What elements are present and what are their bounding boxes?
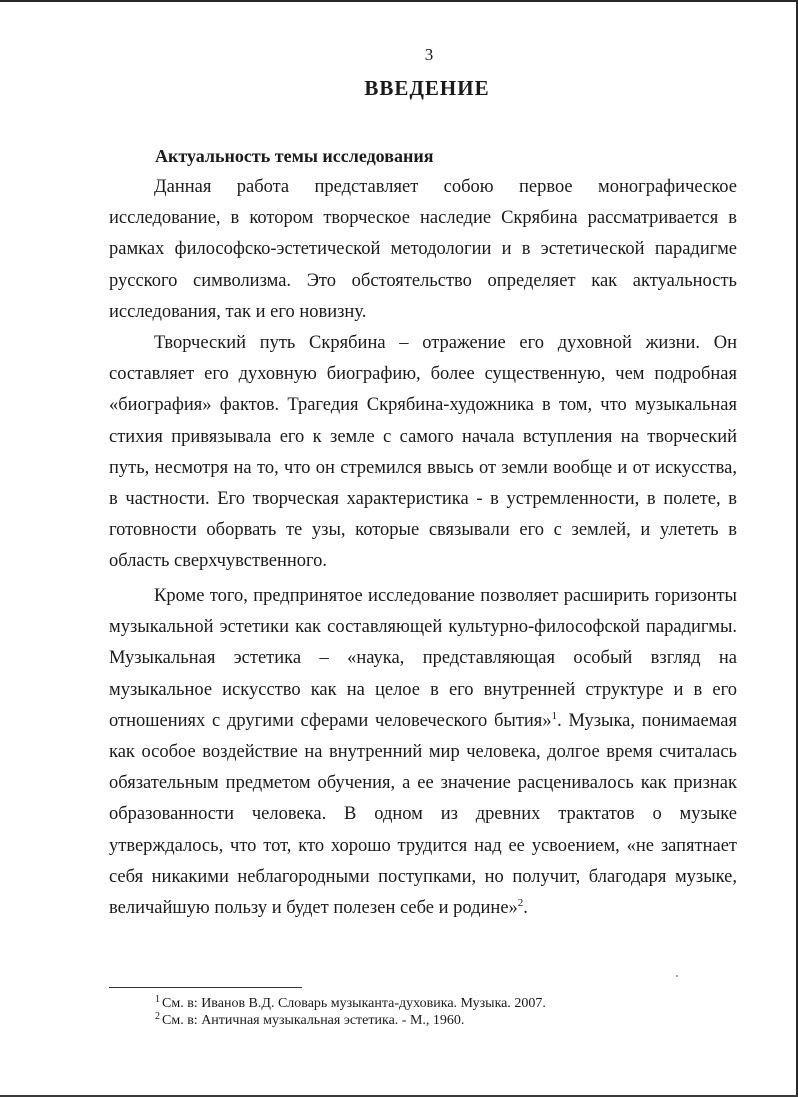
section-subheading: Актуальность темы исследования <box>155 146 434 166</box>
footnote-ref-2[interactable]: 2 <box>517 897 524 910</box>
page-title: ВВЕДЕНИЕ <box>364 76 490 100</box>
scan-speck <box>676 975 678 977</box>
paragraph-3-text-end: . <box>523 898 528 919</box>
scan-border-top <box>0 0 798 2</box>
paragraph-2: Творческий путь Скрябина – отражение его духовной жизни. Он составляет его духовную биографию, более существенную, чем подробная «биография» фактов. Трагедия Скрябина-художника в том, что музыкальная стихия привязывала его к земле с самого начала вступления на творческий путь, несмотря на то, что он стремился ввысь от земли вообще и от искусства, в частности. Его творческая характеристика - в устремленности, в полете, в готовности оборвать те узы, которые связывали его с землей, и улететь в область сверхчувственного. <box>109 333 737 572</box>
page-number: 3 <box>424 45 434 64</box>
footnote-2 <box>155 1012 464 1030</box>
paragraph-3-text-a: Кроме того, предпринятое исследование позволяет расширить горизонты музыкальной эстетики как составляющей культурно-философской парадигмы. Музыкальная эстетика – «наука, представляющая особый взгляд на музыкальное искусство как на целое в его внутренней структуре и в его отношениях с другими сферами человеческого бытия» <box>109 586 737 731</box>
footnote-mark: 2 <box>155 1011 160 1022</box>
paragraph-1: Данная работа представляет собою первое монографическое исследование, в котором творческое наследие Скрябина рассматривается в рамках философско-эстетической методологии и в эстетической парадигме русского символизма. Это обстоятельство определяет как актуальность исследования, так и его новизну. <box>109 177 737 322</box>
footnote-mark: 1 <box>155 994 160 1005</box>
footnote-ref-1[interactable]: 1 <box>551 709 558 722</box>
footnote-text: См. в: Иванов В.Д. Словарь музыканта-духовика. Музыка. 2007. <box>162 996 546 1011</box>
footnote-text: См. в: Античная музыкальная эстетика. - М., 1960. <box>162 1013 465 1028</box>
footnote-1 <box>155 995 546 1013</box>
footnote-divider <box>109 987 302 988</box>
paragraph-3 <box>109 581 737 924</box>
paragraph-3-text-b: . Музыка, понимаемая как особое воздействие на внутренний мир человека, долгое время считалась обязательным предметом обучения, а ее значение расценивалось как признак образованности человека. В одном из древних трактатов о музыке утверждалось, что тот, кто хорошо трудится над ее усвоением, «не запятнает себя никакими неблагородными поступками, но получит, благодаря музыке, величайшую пользу и будет полезен себе и родине» <box>109 710 738 919</box>
